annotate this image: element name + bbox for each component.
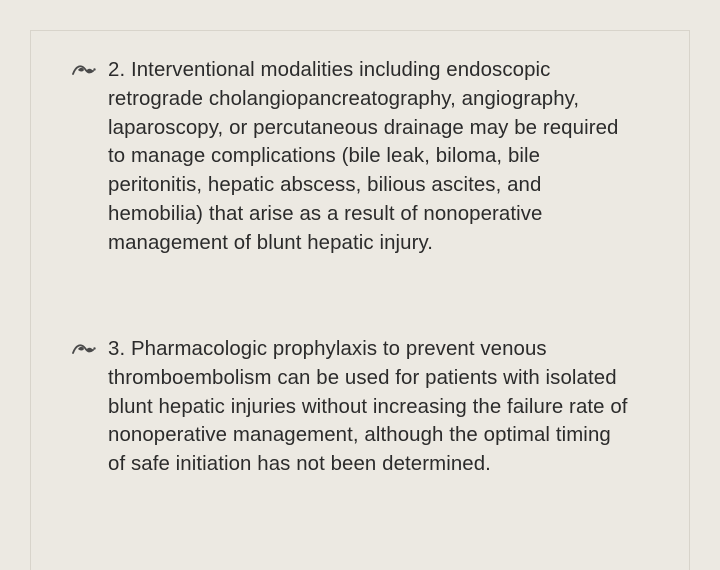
- bullet-text: 2. Interventional modalities including endoscopic retrograde cholangiopancreatography, angiography, laparoscopy, or percutaneous drainage may be required to manage complications (bile leak, biloma, bile peritonitis, hepatic abscess, bilious ascites, and hemobilia) that arise as a result of nonoperative management of blunt hepatic injury.: [108, 59, 619, 254]
- bullet-item-2: [72, 335, 632, 479]
- fleuron-icon: [72, 60, 96, 80]
- fleuron-icon: [72, 339, 96, 359]
- bullet-text: 3. Pharmacologic prophylaxis to prevent venous thromboembolism can be used for patients with isolated blunt hepatic injuries without increasing the failure rate of nonoperative management, although the optimal timing of safe initiation has not been determined.: [108, 338, 628, 476]
- bullet-item-1: [72, 56, 632, 258]
